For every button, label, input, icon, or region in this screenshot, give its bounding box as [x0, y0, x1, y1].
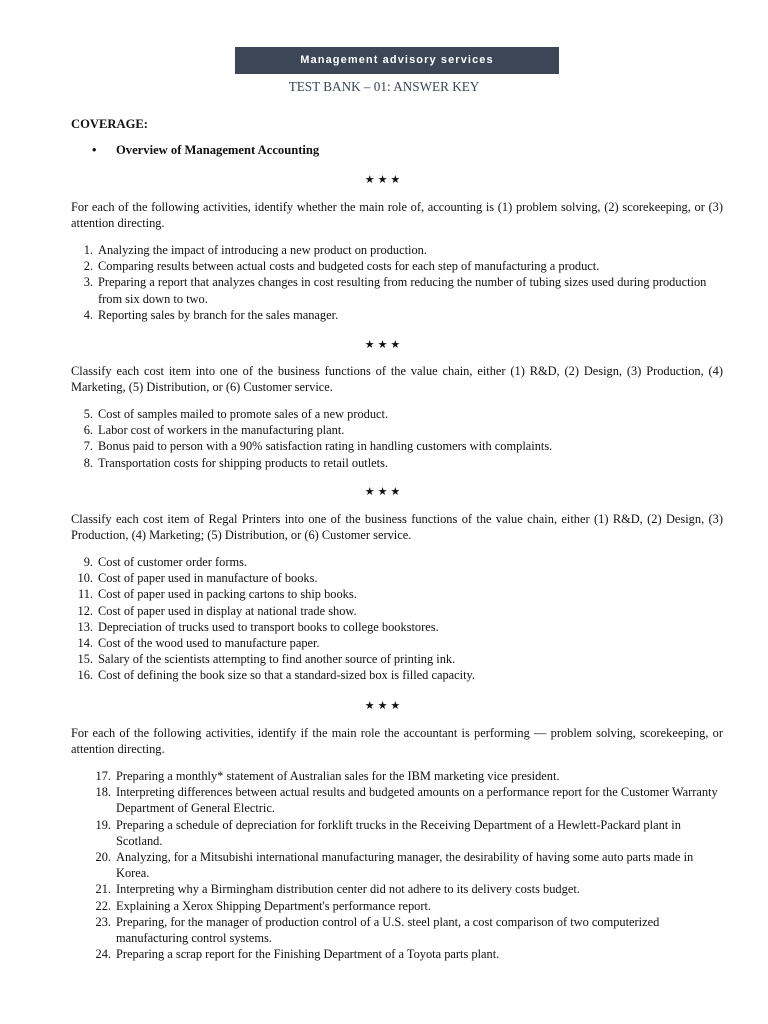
list-item	[71, 635, 475, 651]
section-separator: ★★★	[364, 173, 404, 186]
coverage-label: COVERAGE:	[71, 117, 148, 131]
list-item-number: 20.	[95, 850, 111, 865]
list-item-text: Explaining a Xerox Shipping Department's performance report.	[116, 898, 431, 913]
list-item	[71, 881, 723, 897]
list-item	[71, 914, 723, 946]
list-item-text: Cost of defining the book size so that a standard-sized box is filled capacity.	[98, 668, 476, 683]
list-item-number: 1.	[83, 243, 93, 257]
list-item	[71, 258, 723, 274]
list-item-text: Bonus paid to person with a 90% satisfaction rating in handling customers with complaints.	[98, 439, 553, 454]
list-item	[71, 422, 552, 438]
list-item-number: 4.	[83, 307, 93, 322]
list-item-number: 22.	[95, 898, 111, 913]
list-item	[71, 406, 552, 422]
list-item	[71, 438, 552, 454]
list-item-number: 18.	[95, 785, 111, 800]
list-item-text: Reporting sales by branch for the sales manager.	[98, 307, 339, 322]
list-item-number: 7.	[83, 439, 93, 454]
list-item-number: 2.	[83, 259, 93, 274]
document-subtitle: TEST BANK – 01: ANSWER KEY	[288, 79, 480, 94]
bullet-icon: •	[92, 143, 97, 157]
list-item-text: Cost of paper used in display at national trade show.	[98, 603, 357, 618]
section-2-list	[71, 406, 552, 471]
list-item-text: Cost of paper used in packing cartons to ship books.	[98, 587, 357, 602]
list-item	[71, 619, 475, 635]
list-item-text: Salary of the scientists attempting to find another source of printing ink.	[98, 652, 456, 667]
list-item-number: 8.	[83, 455, 93, 470]
list-item-text: Transportation costs for shipping products to retail outlets.	[98, 455, 389, 470]
list-item-text: Interpreting differences between actual results and budgeted amounts on a performance report for the Customer Warranty Department of General Electric.	[116, 785, 718, 816]
section-separator: ★★★	[364, 485, 404, 498]
list-item-text: Preparing a monthly* statement of Australian sales for the IBM marketing vice president.	[116, 769, 560, 783]
list-item	[71, 651, 475, 667]
list-item-text: Analyzing, for a Mitsubishi international manufacturing manager, the desirability of having some auto parts made in Korea.	[116, 850, 694, 881]
list-item	[71, 784, 723, 816]
list-item-number: 13.	[77, 619, 93, 634]
list-item-text: Preparing, for the manager of production control of a U.S. steel plant, a cost comparison of two computerized manufacturing control systems.	[116, 914, 660, 946]
list-item-number: 14.	[77, 636, 93, 651]
list-item-text: Cost of samples mailed to promote sales of a new product.	[98, 407, 389, 421]
section-1-list	[71, 242, 723, 323]
list-item-text: Cost of the wood used to manufacture paper.	[98, 636, 320, 651]
section-4-list	[71, 768, 723, 962]
list-item-number: 16.	[77, 668, 93, 683]
coverage-item	[92, 142, 319, 158]
list-item-number: 23.	[95, 914, 111, 929]
list-item-number: 6.	[83, 423, 93, 438]
list-item	[71, 946, 723, 962]
list-item-number: 9.	[83, 555, 93, 569]
section-separator: ★★★	[364, 699, 404, 712]
list-item-text: Comparing results between actual costs and budgeted costs for each step of manufacturing a product.	[98, 259, 600, 274]
list-item-number: 3.	[83, 275, 93, 290]
list-item	[71, 307, 723, 323]
list-item-number: 15.	[77, 652, 93, 667]
section-4-intro: For each of the following activities, identify if the main role the accountant is performing — problem solving, scorekeeping, or attention directing.	[71, 726, 723, 757]
list-item-text: Depreciation of trucks used to transport books to college bookstores.	[98, 619, 439, 634]
section-3-list	[71, 554, 475, 684]
list-item	[71, 554, 475, 570]
list-item	[71, 898, 723, 914]
list-item-number: 5.	[83, 407, 93, 421]
document-banner: Management advisory services	[235, 47, 559, 74]
list-item	[71, 242, 723, 258]
list-item-number: 12.	[77, 603, 93, 618]
list-item	[71, 667, 475, 683]
list-item-text: Cost of paper used in manufacture of books.	[98, 571, 318, 586]
list-item	[71, 274, 723, 306]
section-1-intro: For each of the following activities, identify whether the main role of, accounting is (1) problem solving, (2) scorekeeping, or (3) attention directing.	[71, 200, 723, 231]
section-2-intro: Classify each cost item into one of the business functions of the value chain, either (1) R&D, (2) Design, (3) Production, (4) Marketing, (5) Distribution, or (6) Customer service.	[71, 364, 723, 395]
list-item-text: Interpreting why a Birmingham distribution center did not adhere to its delivery costs budget.	[116, 882, 580, 897]
list-item-number: 11.	[77, 587, 93, 602]
list-item	[71, 586, 475, 602]
list-item-text: Preparing a scrap report for the Finishing Department of a Toyota parts plant.	[116, 947, 500, 962]
list-item-text: Preparing a schedule of depreciation for forklift trucks in the Receiving Department of a Hewlett-Packard plant in Scotland.	[116, 817, 681, 848]
list-item	[71, 817, 723, 849]
list-item-number: 21.	[95, 882, 111, 897]
list-item-number: 19.	[95, 817, 111, 832]
list-item-text: Cost of customer order forms.	[98, 555, 248, 569]
section-3-intro: Classify each cost item of Regal Printers into one of the business functions of the value chain, either (1) R&D, (2) Design, (3) Production, (4) Marketing; (5) Distribution, or (6) Customer service.	[71, 512, 723, 543]
list-item	[71, 849, 723, 881]
list-item-number: 10.	[77, 571, 93, 586]
list-item-text: Analyzing the impact of introducing a new product on production.	[98, 243, 427, 257]
list-item	[71, 570, 475, 586]
section-separator: ★★★	[364, 338, 404, 351]
list-item-number: 24.	[95, 947, 111, 962]
list-item-text: Preparing a report that analyzes changes in cost resulting from reducing the number of tubing sizes used during production from six down to two.	[98, 275, 707, 306]
list-item-text: Labor cost of workers in the manufacturing plant.	[98, 423, 345, 438]
list-item	[71, 603, 475, 619]
list-item	[71, 455, 552, 471]
coverage-item-text: Overview of Management Accounting	[116, 143, 320, 157]
list-item	[71, 768, 723, 784]
list-item-number: 17.	[95, 769, 111, 783]
